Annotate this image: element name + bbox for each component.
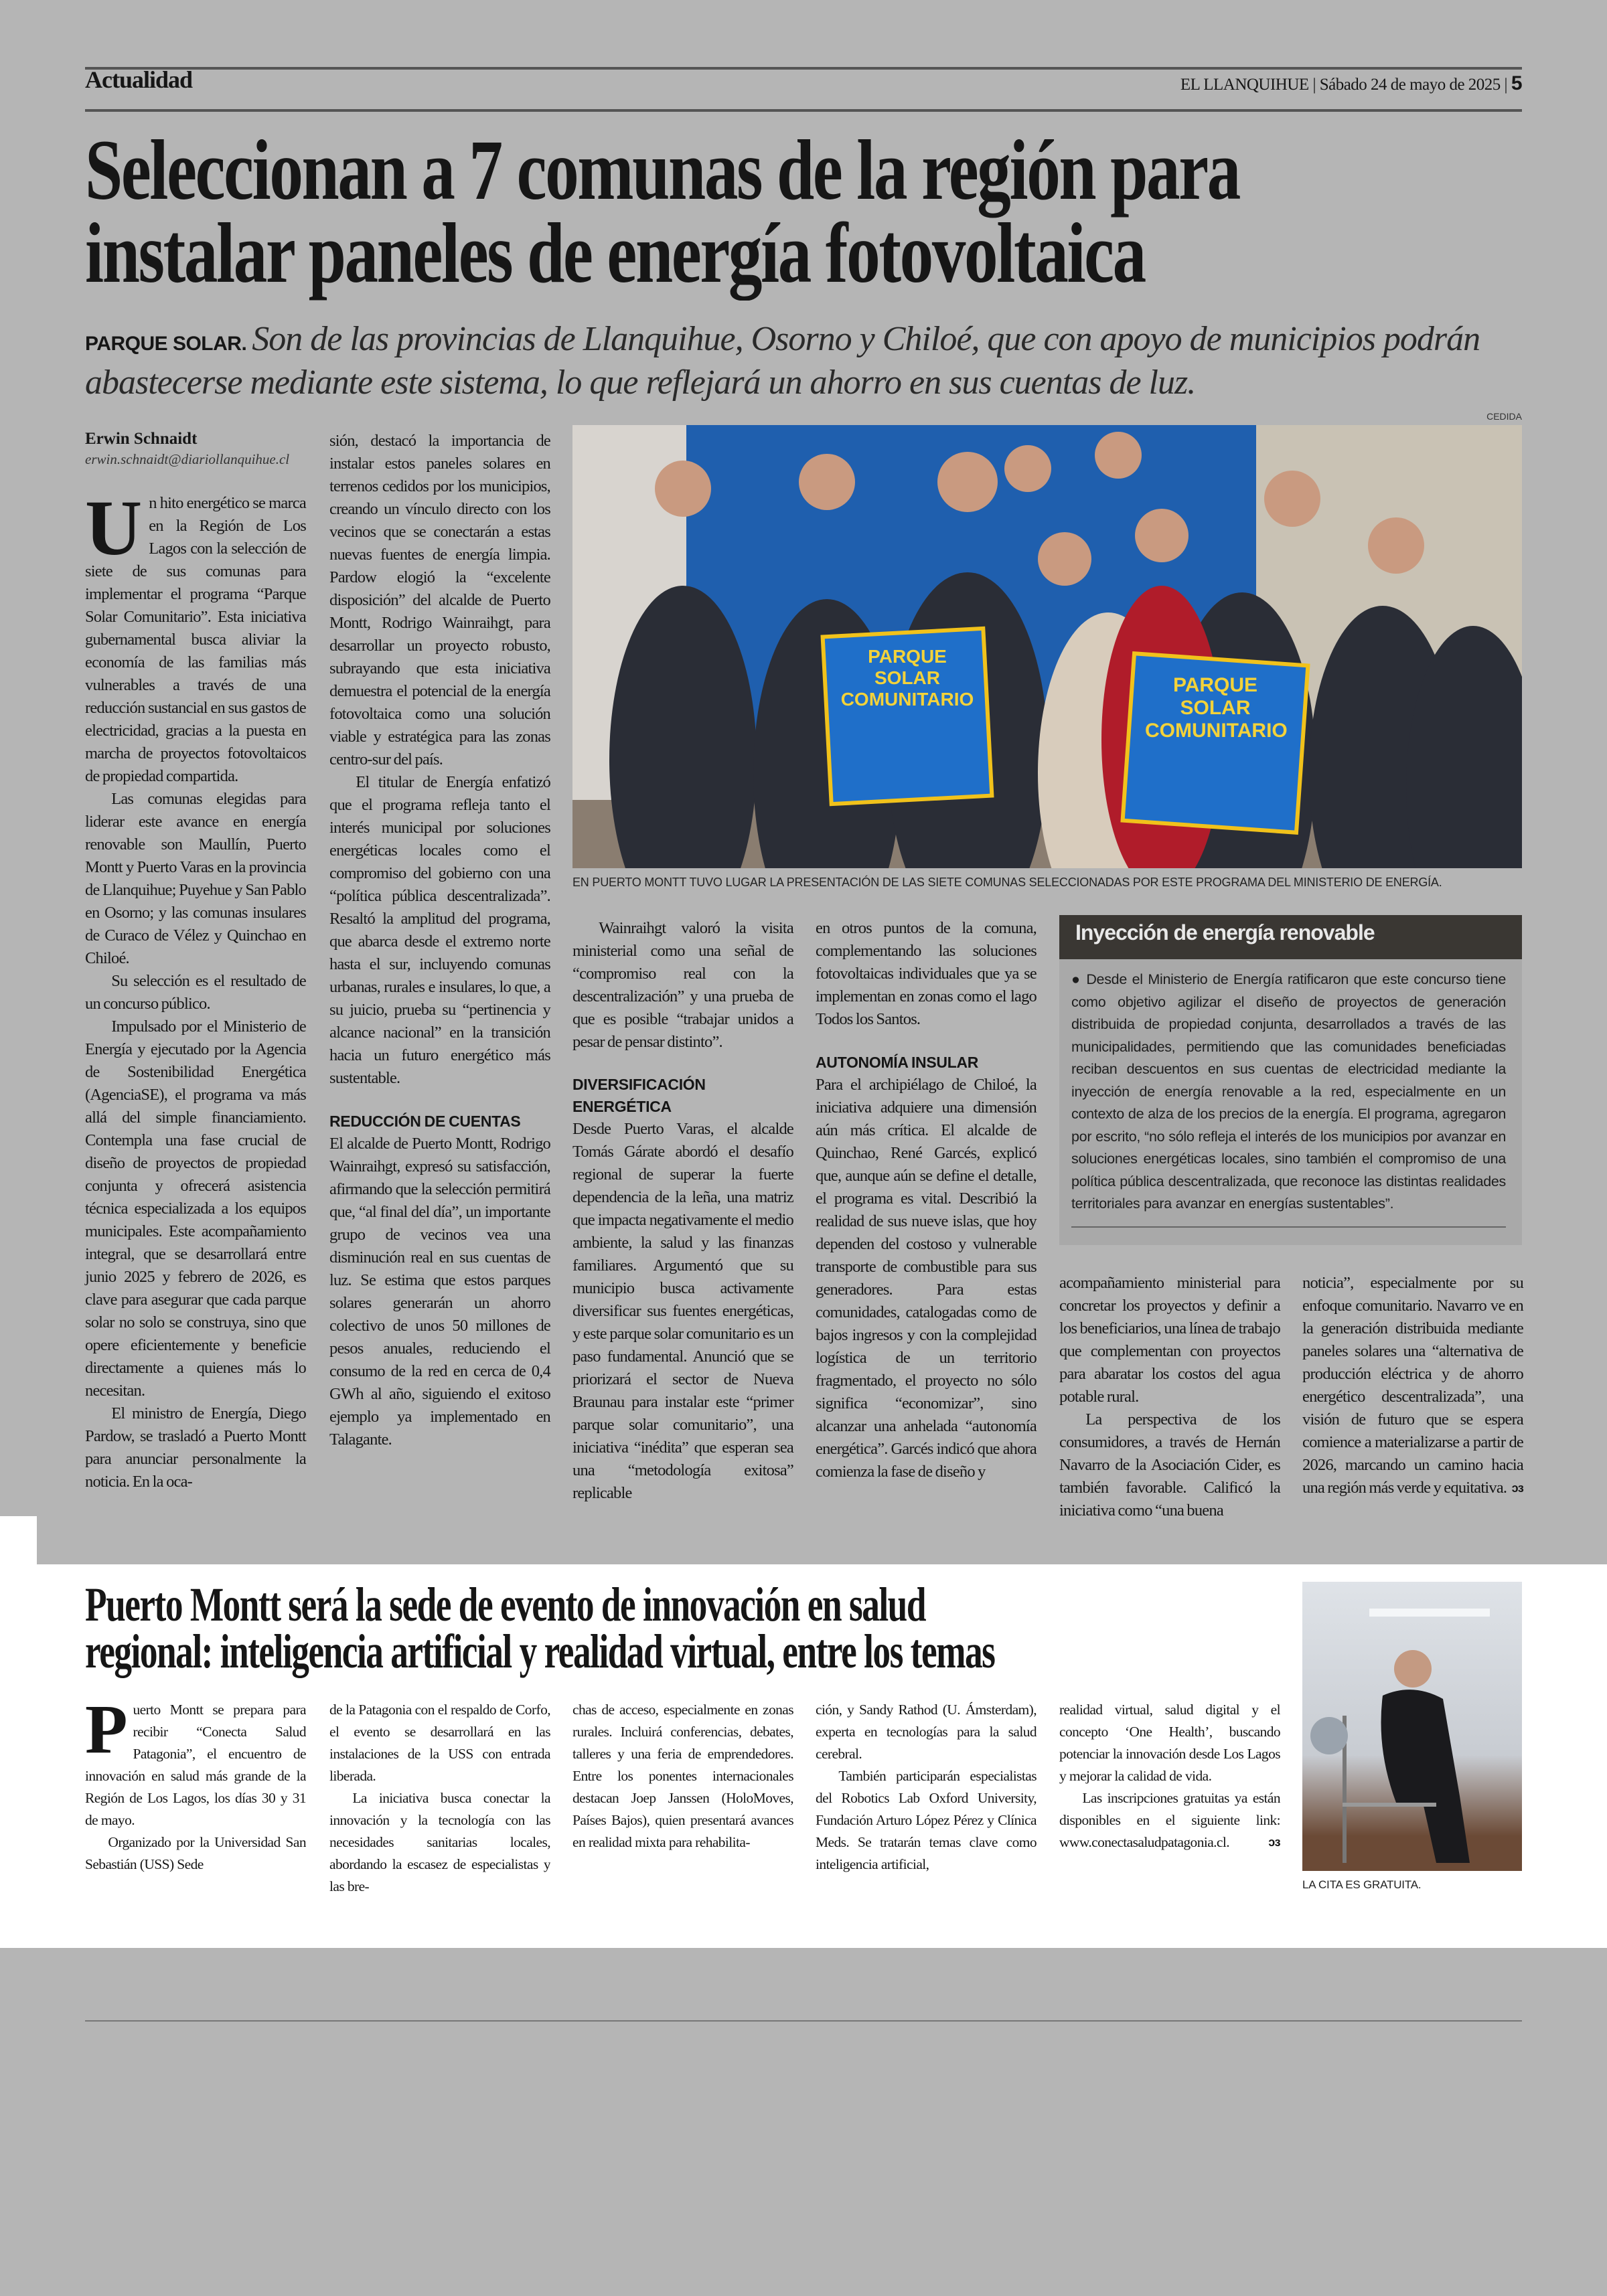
- article-column-2: [329, 430, 550, 1451]
- paragraph: También participarán especialistas del Robotics Lab Oxford University, Fundación Arturo López Pérez y Clínica Meds. Se tratarán temas clave como inteligencia artificial,: [816, 1768, 1037, 1872]
- poster-text: PARQUE SOLAR COMUNITARIO: [1145, 674, 1288, 742]
- sidebar-divider: [1071, 1226, 1506, 1228]
- main-photo: [572, 425, 1522, 868]
- headline-line: Seleccionan a 7 comunas de la región para: [85, 122, 1239, 218]
- second-photo: [1302, 1582, 1522, 1871]
- paragraph: noticia”, especialmente por su enfoque comunitario. Navarro ve en la generación distribuida mediante paneles solares una “alternativa de producción eléctrica y de ahorro energético descentralizada”, una visión de futuro que se espera comience a materializarse a partir de 2026, marcando un camino hacia una región más verde y equitativa. ↄз: [1302, 1272, 1523, 1499]
- kicker: PARQUE SOLAR.: [85, 333, 247, 355]
- author-email[interactable]: erwin.schnaidt@diariollanquihue.cl: [85, 451, 290, 467]
- patient-illustration: [1302, 1582, 1522, 1871]
- paragraph: de la Patagonia con el respaldo de Corfo, el evento se desarrollará en las instalaciones de la USS con entrada liberada.: [329, 1702, 550, 1784]
- drop-cap: P: [85, 1699, 128, 1768]
- people-illustration: [572, 425, 1522, 868]
- sidebar-box: [1059, 915, 1522, 1245]
- page-number: 5: [1511, 72, 1522, 94]
- deck-text: Son de las provincias de Llanquihue, Osorno y Chiloé, que con apoyo de municipios podrán abastecerse mediante este sistema, lo que reflejará un ahorro en sus cuentas de luz.: [85, 320, 1480, 402]
- paragraph: El ministro de Energía, Diego Pardow, se trasladó a Puerto Montt para anunciar personalmente la noticia. En la oca-: [85, 1404, 306, 1491]
- photo-caption: EN PUERTO MONTT TUVO LUGAR LA PRESENTACIÓN DE LAS SIETE COMUNAS SELECCIONADAS POR ESTE PROGRAMA DEL MINISTERIO DE ENERGÍA.: [572, 876, 1442, 889]
- paragraph: acompañamiento ministerial para concretar los proyectos y definir a los beneficiarios, una línea de trabajo que complementan con proyectos para abaratar los costos del agua potable rural.: [1059, 1274, 1280, 1406]
- paragraph: Un hito energético se marca en la Región de Los Lagos con la selección de siete de sus comunas para implementar el programa “Parque Solar Comunitario”. Esta iniciativa gubernamental busca aliviar la economía de las familias más vulnerables a través de una reducción sustancial en sus gastos de electricidad, gracias a la puesta en marcha de proyectos fotovoltaicos de propiedad compartida.: [85, 484, 306, 785]
- paragraph: La perspectiva de los consumidores, a través de Hernán Navarro de la Asociación Cider, es también favorable. Calificó la iniciativa como “una buena: [1059, 1410, 1280, 1520]
- paragraph: Las inscripciones gratuitas ya están disponibles en el siguiente link: www.conectasaludpatagonia.cl. ↄз: [1059, 1787, 1280, 1854]
- paragraph: La iniciativa busca conectar la innovación y la tecnología con las necesidades sanitarias locales, abordando la escasez de especialistas y las bre-: [329, 1790, 550, 1894]
- paragraph: Wainraihgt valoró la visita ministerial como una señal de “compromiso real con la descentralización” y una prueba de que es posible “trabajar unidos a pesar de pensar distinto”.: [572, 919, 793, 1051]
- paragraph: Las comunas elegidas para liderar este avance en energía renovable son Maullín, Puerto Montt y Puerto Varas en la provincia de Llanquihue; Puyehue y San Pablo en Osorno; y las comunas insulares de Curaco de Vélez y Quinchao en Chiloé.: [85, 790, 306, 967]
- article-column-3: [572, 917, 793, 1505]
- white-notch: [0, 1516, 37, 1564]
- subheading: REDUCCIÓN DE CUENTAS: [329, 1113, 521, 1130]
- newspaper-name: EL LLANQUIHUE: [1180, 76, 1309, 94]
- headline-line: instalar paneles de energía fotovoltaica: [85, 206, 1145, 301]
- headline-line: Puerto Montt será la sede de evento de innovación en salud: [85, 1578, 925, 1631]
- header-rule: [85, 109, 1522, 112]
- section-label: Actualidad: [85, 66, 193, 93]
- issue-date: Sábado 24 de mayo de 2025: [1319, 76, 1501, 94]
- subheading: AUTONOMÍA INSULAR: [816, 1054, 979, 1071]
- article-column-6: [1302, 1272, 1523, 1499]
- paragraph: El titular de Energía enfatizó que el programa refleja tanto el interés municipal por soluciones energéticas locales como el compromiso del gobierno con una “política pública descentralizada”. Resaltó la amplitud del programa, que abarca desde el extremo norte hasta el sur, incluyendo comunas urbanas, rurales e insulares, lo que, a su juicio, prueba su “pertinencia y alcance nacional” en la transición hacia un futuro energético más sustentable.: [329, 773, 550, 1087]
- sidebar-title: Inyección de energía renovable: [1059, 915, 1522, 959]
- second-column-4: [816, 1699, 1037, 1900]
- article-column-5: [1059, 1272, 1280, 1522]
- subheading: DIVERSIFICACIÓN ENERGÉTICA: [572, 1076, 706, 1115]
- paragraph: chas de acceso, especialmente en zonas rurales. Incluirá conferencias, debates, talleres y una feria de emprendedores. Entre los ponentes internacionales destacan Joep Janssen (HoloMoves, Países Bajos), quien presentará avances en realidad mixta para rehabilita-: [572, 1702, 793, 1850]
- author-name: Erwin Schnaidt: [85, 430, 198, 448]
- bottom-rule: [85, 2020, 1522, 2022]
- paragraph: Organizado por la Universidad San Sebastián (USS) Sede: [85, 1834, 306, 1872]
- second-column-5: [1059, 1699, 1280, 1900]
- article-column-1: [85, 484, 306, 1493]
- end-mark-icon: ↄз: [1268, 1835, 1280, 1849]
- paragraph: El alcalde de Puerto Montt, Rodrigo Wainraihgt, expresó su satisfacción, afirmando que la selección permitirá que, “al final del día”, un importante grupo de vecinos vea una disminución real en sus cuentas de luz. Se estima que estos parques solares generarán un ahorro colectivo de unos 50 millones de pesos anuales, reduciendo el consumo de la red en cerca de 0,4 GWh al año, siguiendo el exitoso ejemplo ya implementado en Talagante.: [329, 1135, 550, 1449]
- article-column-4: [816, 917, 1037, 1483]
- paragraph: ción, y Sandy Rathod (U. Ámsterdam), experta en tecnologías para la salud cerebral.: [816, 1702, 1037, 1762]
- headline-line: regional: inteligencia artificial y realidad virtual, entre los temas: [85, 1625, 995, 1678]
- main-headline: [85, 122, 1513, 301]
- sidebar-text: ● Desde el Ministerio de Energía ratificaron que este concurso tiene como objetivo agilizar el diseño de proyectos de generación distribuida de propiedad conjunta, desarrollados a través de las municipalidades, permitiendo que las comunidades beneficiadas reciban descuentos en sus cuentas de electricidad mediante la inyección de energía renovable a la red, especialmente en un contexto de alza de los precios de la energía. El programa, agregaron por escrito, “no sólo refleja el interés de los municipios por avanzar en soluciones energéticas locales, sino también el compromiso de una política pública descentralizada, que reconoce las distintas realidades territoriales para avanzar en energías sustentables”.: [1071, 971, 1506, 1212]
- paragraph: Impulsado por el Ministerio de Energía y ejecutado por la Agencia de Sostenibilidad Energética (AgenciaSE), el programa va más allá del simple financiamiento. Contempla una fase crucial de diseño de proyectos de propiedad conjunta y ofrecerá asistencia técnica especializada a los equipos municipales. Este acompañamiento integral, que se desarrollará entre junio 2025 y febrero de 2026, es clave para asegurar que cada parque solar no solo se construya, sino que opere eficientemente y beneficie directamente a quienes más lo necesitan.: [85, 1017, 306, 1400]
- folio: EL LLANQUIHUE | Sábado 24 de mayo de 2025 | 5: [1180, 72, 1522, 94]
- bullet-icon: ●: [1071, 971, 1087, 987]
- paragraph: sión, destacó la importancia de instalar estos paneles solares en terrenos cedidos por los municipios, creando un vínculo directo con los vecinos que se conectarán a estas nuevas fuentes de energía limpia. Pardow elogió la “excelente disposición” del alcalde de Puerto Montt, Rodrigo Wainraihgt, para desarrollar un proyecto robusto, subrayando que esta iniciativa demuestra el potencial de la energía fotovoltaica como una solución viable y estratégica para las zonas centro-sur del país.: [329, 432, 550, 768]
- byline: [85, 430, 306, 468]
- paragraph: Puerto Montt se prepara para recibir “Conecta Salud Patagonia”, el encuentro de innovación en salud más grande de la Región de Los Lagos, los días 30 y 31 de mayo.: [85, 1699, 306, 1828]
- paragraph: Desde Puerto Varas, el alcalde Tomás Gárate abordó el desafío regional de superar la fuerte dependencia de la leña, una matriz que impacta negativamente el medio ambiente, la salud y las finanzas familiares. Argumentó que su municipio busca activamente diversificar sus fuentes energéticas, y este parque solar comunitario es un paso fundamental. Anunció que se priorizará el sector de Nueva Braunau para instalar este “primer parque solar comunitario”, una iniciativa “inédita” que esperan sea una “metodología exitosa” replicable: [572, 1120, 793, 1502]
- paragraph: Para el archipiélago de Chiloé, la iniciativa adquiere una dimensión aún más crítica. El alcalde de Quinchao, René Garcés, explicó que, aunque aún se define el detalle, el programa es vital. Describió la realidad de sus nueve islas, que hoy dependen del costoso y vulnerable transporte de combustible para sus generadores. Para estas comunidades, catalogadas como de bajos ingresos y con la complejidad logística de un territorio fragmentado, el proyecto no sólo significa “economizar”, sino alcanzar una anhelada “autonomía energética”. Garcés indicó que ahora comienza la fase de diseño y: [816, 1076, 1037, 1481]
- second-headline: [85, 1578, 1274, 1678]
- end-mark-icon: ↄз: [1511, 1481, 1523, 1495]
- paragraph: Su selección es el resultado de un concurso público.: [85, 972, 306, 1013]
- paragraph: realidad virtual, salud digital y el concepto ‘One Health’, buscando potenciar la innovación desde Los Lagos y mejorar la calidad de vida.: [1059, 1702, 1280, 1784]
- second-column-1: [85, 1699, 306, 1900]
- second-column-3: [572, 1699, 793, 1900]
- top-rule: [85, 67, 1522, 70]
- photo-credit: CEDIDA: [1486, 411, 1522, 422]
- second-column-2: [329, 1699, 550, 1900]
- second-photo-caption: LA CITA ES GRATUITA.: [1302, 1878, 1422, 1891]
- deck: [85, 320, 1558, 402]
- poster-text: PARQUE SOLAR COMUNITARIO: [840, 646, 974, 710]
- paragraph: en otros puntos de la comuna, complementando las soluciones fotovoltaicas individuales que ya se implementan en zonas como el lago Todos los Santos.: [816, 919, 1037, 1028]
- drop-cap: U: [85, 484, 143, 572]
